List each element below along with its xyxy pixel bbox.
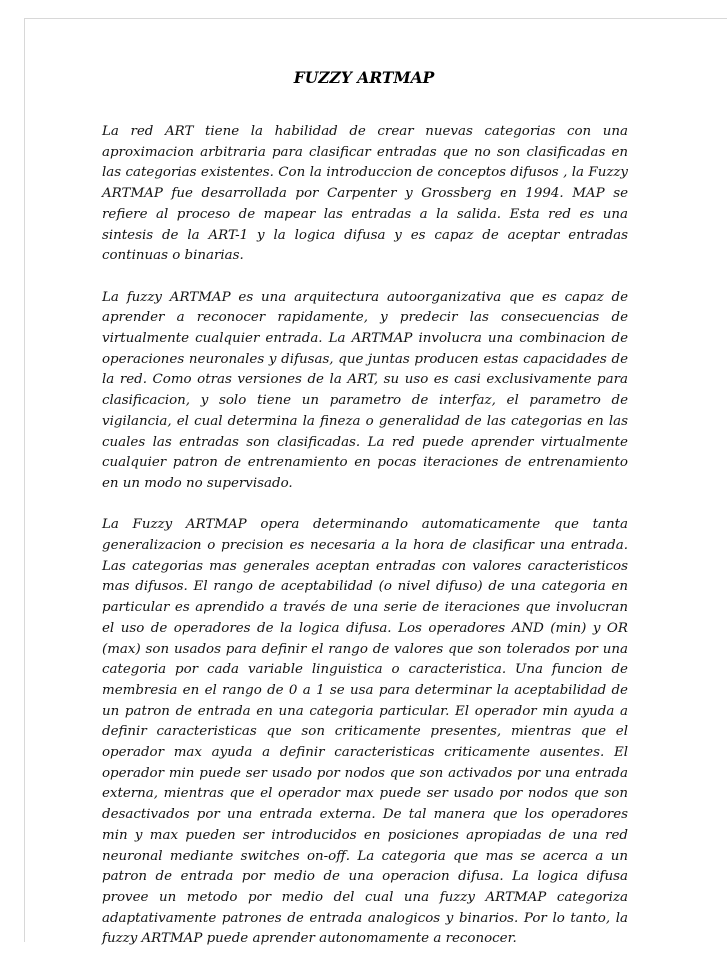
paragraph-3: La Fuzzy ARTMAP opera determinando automaticamente que tanta generalizacion o precision es necesaria a la hora de clasificar una entrada. Las categorias mas generales aceptan entradas con valores caracteristicos mas difusos. El rango de aceptabilidad (o nivel difuso) de una categoria en particular es aprendido a través de una serie de iteraciones que involucran el uso de operadores de la logica difusa. Los operadores AND (min) y OR (max) son usados para definir el rango de valores que son tolerados por una categoria por cada variable linguistica o caracteristica. Una funcion de membresia en el rango de 0 a 1 se usa para determinar la aceptabilidad de un patron de entrada en una categoria particular. El operador min ayuda a definir caracteristicas que son criticamente presentes, mientras que el operador max ayuda a definir caracteristicas criticamente ausentes. El operador min puede ser usado por nodos que son activados por una entrada externa, mientras que el operador max puede ser usado por nodos que son desactivados por una entrada externa. De tal manera que los operadores min y max pueden ser introducidos en posiciones apropiadas de una red neuronal mediante switches on-off. La categoria que mas se acerca a un patron de entrada por medio de una operacion difusa. La logica difusa provee un metodo por medio del cual una fuzzy ARTMAP categoriza adaptativamente patrones de entrada analogicos y binarios. Por lo tanto, la fuzzy ARTMAP puede aprender autonomamente a reconocer. [102,517,628,947]
paragraph-1: La red ART tiene la habilidad de crear nuevas categorias con una aproximacion arbitraria para clasificar entradas que no son clasificadas en las categorias existentes. Con la introduccion de conceptos difusos , la Fuzzy ARTMAP fue desarrollada por Carpenter y Grossberg en 1994. MAP se refiere al proceso de mapear las entradas a la salida. Esta red es una sintesis de la ART-1 y la logica difusa y es capaz de aceptar entradas continuas o binarias. [102,124,628,264]
paragraph-2: La fuzzy ARTMAP es una arquitectura autoorganizativa que es capaz de aprender a reconocer rapidamente, y predecir las consecuencias de virtualmente cualquier entrada. La ARTMAP involucra una combinacion de operaciones neuronales y difusas, que juntas producen estas capacidades de la red. Como otras versiones de la ART, su uso es casi exclusivamente para clasificacion, y solo tiene un parametro de interfaz, el parametro de vigilancia, el cual determina la fineza o generalidad de las categorias en las cuales las entradas son clasificadas. La red puede aprender virtualmente cualquier patron de entrenamiento en pocas iteraciones de entrenamiento en un modo no supervisado. [102,289,628,491]
document-body [102,122,628,971]
document-title: FUZZY ARTMAP [293,68,435,87]
